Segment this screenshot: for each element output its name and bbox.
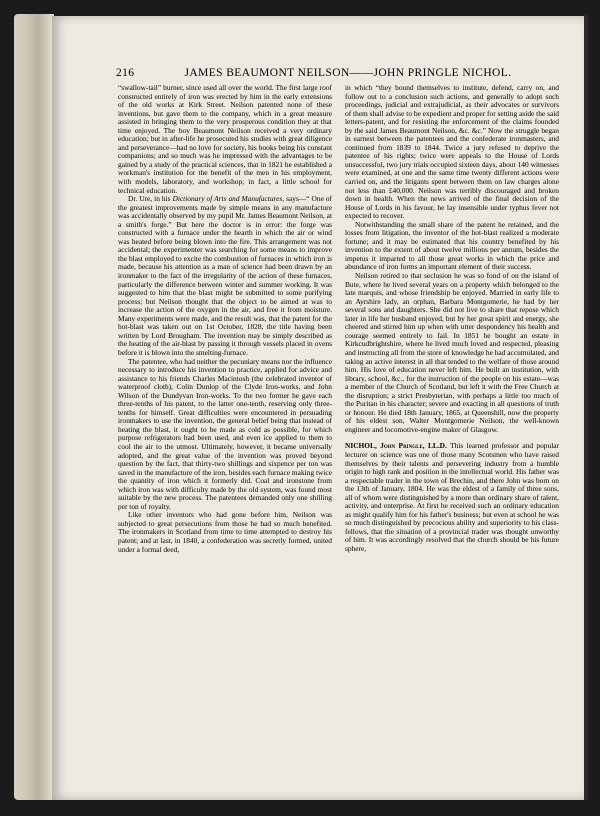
paragraph: Notwithstanding the small share of the patent he retained, and the losses from litigation, the inventor of the hot-blast realized a moderate fortune; and it may be estimated that his country benefited by his invention to the extent of about twelve millions per annum, besides the impetus it imparted to all those great works in which the price and abundance of iron forms an important element of their success. [345, 219, 559, 272]
book-title-italic: Dictionary of Arts and Manufactures, [172, 194, 285, 204]
paragraph: in which “they bound themselves to institute, defend, carry on, and follow out to a conclusion such actions, and generally to adopt such proceedings, judicial and extrajudicial, as their advocates or survivors of them shall advise to be expedient and proper for setting aside the said letters-patent, and for resisting the enforcement of the claims founded by the said James Beaumont Neilson, &c. &c.” Now the struggle began in earnest between the patentees and the confederate ironmasters, and continued from 1839 to 1844. Twice a jury refused to deprive the patentee of his rights; twice were appeals to the House of Lords unsuccessful, two jury trials occupied sixteen days, about 140 witnesses were examined, at one and the same time twenty different actions were carried on, and the litigants spent between them on law charges alone not less than £40,000. Neilson was terribly discouraged and broken down in health. When the news arrived of the final decision of the House of Lords in his favour, he lay insensible under typhus fever not expected to recover. [345, 83, 559, 221]
running-title: JAMES BEAUMONT NEILSON——JOHN PRINGLE NICHOL. [184, 67, 512, 79]
entry-heading: NICHOL, John Pringle, LL.D. [345, 441, 447, 451]
paragraph: Like other inventors who had gone before him, Neilson was subjected to great persecutions from those he had so much benefited. The ironmakers in Scotland from time to time attempted to destroy his patent; and at last, in 1840, a confederation was secretly formed, united under a formal deed, [118, 510, 332, 554]
text-run: This learned professor and popular lecturer on science was one of those many Scotsmen who have raised themselves by their talents and persevering industry from a humble origin to high rank and position in the intellectual world. His father was a respectable trader in the town of Brechin, and there John was born on the 13th of January, 1804. He was the eldest of a family of three sons, all of whom were distinguished by a more than ordinary share of talent, activity, and enterprise. At first he received such an ordinary education as might qualify him for his father's business; but even at school he was so much distinguished by precocious ability and superiority to his class-fellows, that the situation of a provincial trader was thought unworthy of him. It was accordingly resolved that the church should be his future sphere, [345, 441, 559, 553]
book-page-edges [14, 14, 54, 800]
text-run: says—“ One of the greatest improvements made by simple means in any manufacture was accidentally observed by my pupil Mr. James Beaumont Neilson, at a smith's forge.” But here the doctor is in error: the forge was constructed with a furnace under the hearth in which the air or wind was heated before being blown into the fire. This arrangement was not accidental; the experimenter was searching for some means to improve the blast employed to excite the combustion of furnaces in which iron is made, because his attention as a man of science had been drawn by an ironmaker to the fact of the irregularity of the action of these furnaces, particularly the difference between winter and summer working. It was suggested to him that the blast might be submitted to some purifying process; but Neilson thought that the object to be aimed at was to increase the action of the oxygen in the air, and free it from moisture. Many experiments were made, and the result was, that the patent for the hot-blast was taken out on 1st October, 1828, the title having been written by Lord Brougham. The invention may be simply described as the heating of the air-blast by passing it through vessels placed in ovens before it is blown into the smelting-furnace. [118, 194, 332, 357]
paragraph: “swallow-tail” burner, since used all over the world. The first large roof constructed entirely of iron was erected by him in the early extensions of the old works at Kirk Street. Neilson patented none of these inventions, but gave them to the company, which in a great measure assisted in bringing them to the very prosperous condition they at that time enjoyed. The boy Beaumont Neilson received a very ordinary education; but in after-life he prosecuted his studies with great diligence and perseverance—had no love for society, his books being his constant companions; and so much was he impressed with the advantages to be gained by a study of the practical sciences, that in 1821 he established a workman's institution for the benefit of the men in his employment, with models, laboratory, and workshop; in fact, a little school for technical education. [118, 83, 332, 195]
biography-entry [345, 442, 559, 553]
paragraph [118, 195, 332, 357]
paragraph: The patentee, who had neither the pecuniary means nor the influence necessary to introduce his invention to practice, applied for advice and assistance to his friends Charles Macintosh (the celebrated inventor of waterproof cloth), Colin Dunlop of the Clyde Iron-works, and John Wilson of the Dundyvan Iron-works. To the two former he gave each three-tenths of his patent, to the latter one-tenth, reserving only three-tenths for himself. Great difficulties were encountered in persuading ironmakers to use the invention, the general belief being that instead of heating the blast, it ought to be made as cold as possible, for which purpose refrigerators had been used, and even ice applied to them to cool the air to the utmost. Ultimately, however, it became universally adopted, and the great value of the invention was proved beyond question by the fact, that thirty-two shillings and sixpence per ton was saved in the manufacture of the iron, besides each furnace making twice the quantity of iron which it formerly did. Coal and ironstone from which iron was with difficulty made by the old system, was found most suitable by the new process. The patentees demanded only one shilling per ton of royalty. [118, 356, 332, 511]
paragraph: Neilson retired to that seclusion he was so fond of on the island of Bute, where he lived several years on a property which belonged to the late marquis, and whose friendship he enjoyed. Married in early life to an Ayrshire lady, an orphan, Barbara Montgomerie, he had by her several sons and daughters. She did not live to share that repose which later in life her husband enjoyed, but by her great spirit and energy, she cheered and stirred him up when with utter despondency his health and courage seemed entirely to fail. In 1851 he bought an estate in Kirkcudbrightshire, where he lived much loved and respected, pleasing and instructing all from the store of knowledge he had accumulated, and taking an active interest in all that tended to the welfare of those around him. His love of education never left him. He built an institution, with library, school, &c., for the instruction of the people on his estate—was a member of the Church of Scotland, but left it with the Free Church at the disruption; a strict Presbyterian, with perhaps a little too much of the Puritan in his character; severe and exacting in all questions of truth or honour. He died 18th January, 1865, at Queenshill, now the property of his eldest son, Walter Montgomerie Neilson, the well-known engineer and locomotive-engine maker of Glasgow. [345, 271, 559, 434]
right-column [345, 84, 559, 554]
running-header [110, 67, 546, 81]
page-number: 216 [116, 67, 135, 79]
text-run: Dr. Ure, in his [128, 194, 173, 204]
page-right-shadow [584, 14, 588, 800]
left-column [118, 84, 332, 554]
